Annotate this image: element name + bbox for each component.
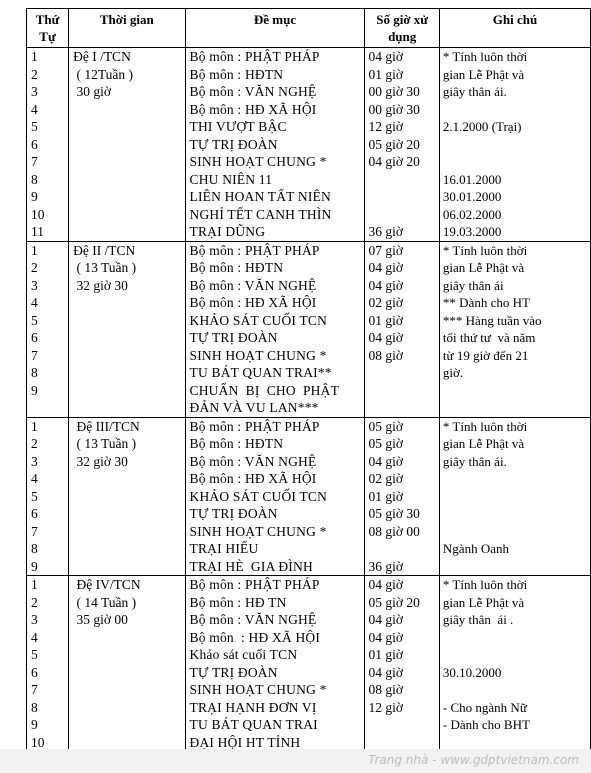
note-line: 06.02.2000	[442, 206, 502, 222]
topic-line: SINH HOẠT CHUNG *	[189, 347, 327, 363]
topic-line: KHẢO SÁT CUỐI TCN	[189, 488, 328, 504]
row-number-line: 2	[31, 594, 38, 610]
row-number-line: 3	[31, 277, 38, 293]
topic-line: Khảo sát cuối TCN	[189, 647, 298, 662]
note-line: * Tính luôn thời	[442, 49, 528, 64]
topic-line: TU BÁT QUAN TRAI**	[189, 365, 332, 380]
row-number-line: 10	[31, 206, 45, 222]
topic-line: TRẠI HÈ GIA ĐÌNH	[189, 558, 313, 574]
term-time-line: ( 14 Tuần )	[73, 594, 137, 610]
term-time-line: 32 giờ 30	[73, 453, 128, 469]
note-line	[440, 399, 590, 417]
hours-cell	[365, 417, 439, 576]
topic-line: TRẠI DŨNG	[189, 224, 266, 239]
row-number-cell	[27, 417, 69, 576]
row-number-line: 5	[31, 312, 38, 328]
row-number-cell	[27, 241, 69, 417]
row-number-line: 1	[31, 242, 38, 258]
row-number-line: 1	[31, 49, 38, 64]
note-line: - Dành cho BHT	[442, 717, 530, 732]
note-line: - Cho ngành Nữ	[442, 699, 527, 715]
hours-line	[365, 399, 438, 417]
term-time-cell	[69, 48, 185, 242]
row-number-line: 7	[31, 347, 38, 363]
hours-line: 08 giờ	[368, 682, 403, 697]
topic-line: LIÊN HOAN TẤT NIÊN	[189, 189, 331, 204]
topic-line: NGHỈ TẾT CANH THÌN	[189, 206, 332, 222]
topic-line: Bộ môn : HĐ XÃ HỘI	[189, 295, 317, 310]
row-number-line: 8	[31, 171, 38, 187]
note-cell	[439, 576, 590, 752]
row-number-line: 9	[31, 382, 38, 398]
header-time: Thời gian	[69, 9, 185, 48]
row-number-line: 7	[31, 523, 38, 539]
hours-line	[365, 716, 438, 734]
term-time-cell	[69, 417, 185, 576]
topic-line: TRẠI HẠNH ĐƠN VỊ	[189, 699, 317, 715]
topic-line: CHUẨN BỊ CHO PHẬT	[189, 382, 340, 398]
hours-line: 00 giờ 30	[368, 101, 420, 117]
note-line: gian Lễ Phật và	[442, 66, 525, 82]
hours-line: 04 giờ	[368, 49, 403, 64]
row-number-line: 5	[31, 119, 38, 134]
term-section	[27, 48, 591, 242]
note-line: gian Lễ Phật và	[442, 594, 525, 610]
hours-line: 02 giờ	[368, 295, 403, 310]
note-line	[440, 382, 590, 400]
topic-line: Bộ môn : PHẬT PHÁP	[189, 577, 320, 592]
row-number-line	[27, 399, 68, 417]
note-line: 2.1.2000 (Trại)	[442, 119, 522, 134]
row-number-line: 6	[31, 136, 38, 152]
note-line: ** Dành cho HT	[442, 295, 530, 310]
term-time-line: Đệ II /TCN	[73, 242, 136, 258]
row-number-line: 4	[31, 295, 38, 310]
hours-line: 04 giờ	[368, 260, 403, 275]
term-time-line: 32 giờ 30	[73, 277, 128, 293]
schedule-table	[26, 8, 591, 752]
row-number-line: 1	[31, 418, 38, 434]
topic-line: KHẢO SÁT CUỐI TCN	[189, 312, 328, 328]
hours-line: 05 giờ	[368, 436, 403, 451]
topic-line: THI VƯỢT BẬC	[189, 119, 287, 134]
row-number-line: 11	[31, 224, 44, 239]
topic-line: TỰ TRỊ ĐOÀN	[189, 330, 278, 345]
note-line: * Tính luôn thời	[442, 418, 528, 434]
topic-line: TRẠI HIẾU	[189, 541, 259, 556]
row-number-line: 2	[31, 436, 38, 451]
note-line	[440, 523, 590, 541]
topic-line: Bộ môn : PHẬT PHÁP	[189, 418, 320, 434]
topic-line: ĐẠI HỘI HT TỈNH	[189, 734, 301, 750]
row-number-line: 7	[31, 154, 38, 169]
hours-line: 01 giờ	[368, 66, 403, 82]
topic-line: SINH HOẠT CHUNG *	[189, 523, 327, 539]
topic-line: TỰ TRỊ ĐOÀN	[189, 136, 278, 152]
topic-line: Bộ môn : HĐ TN	[189, 594, 287, 610]
hours-line: 07 giờ	[368, 242, 403, 258]
topic-line: Bộ môn : VĂN NGHỆ	[189, 612, 317, 627]
term-time-line: 30 giờ	[73, 84, 111, 99]
note-line: gian Lễ Phật và	[442, 436, 525, 451]
note-cell	[439, 48, 590, 242]
note-line: giờ.	[442, 365, 464, 380]
row-number-line: 5	[31, 488, 38, 504]
topic-cell	[185, 48, 365, 242]
note-line: giây thân ái .	[442, 612, 514, 627]
topic-line: ĐẢN VÀ VU LAN***	[189, 400, 319, 415]
term-section	[27, 576, 591, 752]
hours-line: 02 giờ	[368, 471, 403, 486]
term-time-line: 35 giờ 00	[73, 612, 128, 627]
term-time-line: Đệ I /TCN	[73, 49, 131, 64]
row-number-line: 2	[31, 66, 38, 82]
header-hours: Số giờ xử dụng	[365, 9, 439, 48]
footer-credit: Trang nhà - www.gdptvietnam.com	[368, 753, 579, 767]
note-line: 30.01.2000	[442, 189, 502, 204]
hours-line: 00 giờ 30	[368, 84, 420, 99]
row-number-line: 3	[31, 612, 38, 627]
hours-line: 04 giờ	[368, 277, 403, 293]
hours-line: 05 giờ 20	[368, 136, 420, 152]
topic-cell	[185, 576, 365, 752]
row-number-line: 4	[31, 101, 38, 117]
note-line: giây thân ái.	[442, 84, 507, 99]
topic-line: Bộ môn : VĂN NGHỆ	[189, 84, 317, 99]
header-notes: Ghi chú	[439, 9, 590, 48]
note-line	[440, 136, 590, 154]
topic-line: Bộ môn : VĂN NGHỆ	[189, 277, 317, 293]
hours-line: 04 giờ	[368, 664, 403, 680]
note-line	[440, 646, 590, 664]
note-line	[440, 101, 590, 119]
topic-line: Bộ môn : VĂN NGHỆ	[189, 453, 317, 469]
row-number-line: 8	[31, 365, 38, 380]
hours-line: 05 giờ 20	[368, 594, 420, 610]
topic-line: Bộ môn : HĐTN	[189, 66, 284, 82]
note-line	[440, 558, 590, 576]
topic-line: SINH HOẠT CHUNG *	[189, 154, 327, 169]
hours-cell	[365, 576, 439, 752]
topic-cell	[185, 241, 365, 417]
row-number-line: 6	[31, 330, 38, 345]
term-time-cell	[69, 576, 185, 752]
note-line: giây thân ái.	[442, 453, 507, 469]
hours-line: 04 giờ 20	[368, 154, 420, 169]
note-line: tối thứ tư và năm	[442, 330, 536, 345]
hours-cell	[365, 48, 439, 242]
row-number-line: 4	[31, 471, 38, 486]
topic-line: CHU NIÊN 11	[189, 171, 273, 187]
note-line: 16.01.2000	[442, 171, 502, 187]
hours-line: 01 giờ	[368, 647, 403, 662]
header-row	[27, 9, 591, 48]
hours-line: 36 giờ	[368, 558, 403, 574]
note-cell	[439, 417, 590, 576]
note-line	[440, 629, 590, 647]
hours-line: 01 giờ	[368, 488, 403, 504]
hours-line	[365, 206, 438, 224]
hours-line	[365, 364, 438, 382]
note-line: gian Lễ Phật và	[442, 260, 525, 275]
note-line: 19.03.2000	[442, 224, 502, 239]
note-line: giây thân ái	[442, 277, 504, 293]
hours-line: 12 giờ	[368, 119, 403, 134]
topic-line: Bộ môn : HĐ XÃ HỘI	[189, 629, 321, 645]
topic-line: Bộ môn : PHẬT PHÁP	[189, 49, 320, 64]
row-number-cell	[27, 576, 69, 752]
note-line	[440, 153, 590, 171]
header-order: Thứ Tự	[27, 9, 69, 48]
note-line	[440, 505, 590, 523]
row-number-line: 6	[31, 506, 38, 521]
topic-line: Bộ môn : HĐTN	[189, 260, 284, 275]
note-line	[440, 488, 590, 506]
topic-line: TỰ TRỊ ĐOÀN	[189, 664, 278, 680]
term-section	[27, 241, 591, 417]
hours-line	[365, 382, 438, 400]
hours-line: 01 giờ	[368, 312, 403, 328]
hours-line: 08 giờ	[368, 347, 403, 363]
row-number-line: 1	[31, 577, 38, 592]
note-line: 30.10.2000	[442, 664, 502, 680]
topic-line: TU BÁT QUAN TRAI	[189, 717, 318, 732]
term-time-line: Đệ IV/TCN	[73, 577, 141, 592]
hours-line: 04 giờ	[368, 453, 403, 469]
hours-line: 08 giờ 00	[368, 523, 420, 539]
term-time-line: ( 13 Tuần )	[73, 436, 137, 451]
row-number-line: 3	[31, 453, 38, 469]
hours-line	[365, 188, 438, 206]
term-time-line: Đệ III/TCN	[73, 418, 140, 434]
note-line: từ 19 giờ đến 21	[442, 347, 529, 363]
row-number-line: 6	[31, 664, 38, 680]
hours-line: 04 giờ	[368, 577, 403, 592]
topic-line: SINH HOẠT CHUNG *	[189, 682, 327, 697]
topic-cell	[185, 417, 365, 576]
note-line	[440, 681, 590, 699]
row-number-line: 10	[31, 734, 45, 750]
row-number-line: 8	[31, 541, 38, 556]
hours-line: 04 giờ	[368, 629, 403, 645]
row-number-line: 4	[31, 629, 38, 645]
row-number-line: 5	[31, 647, 38, 662]
topic-line: Bộ môn : PHẬT PHÁP	[189, 242, 320, 258]
header-topic: Đề mục	[185, 9, 365, 48]
note-line: *** Hàng tuần vào	[442, 312, 542, 328]
row-number-line: 9	[31, 717, 38, 732]
row-number-line: 9	[31, 189, 38, 204]
term-time-cell	[69, 241, 185, 417]
note-cell	[439, 241, 590, 417]
topic-line: Bộ môn : HĐTN	[189, 436, 284, 451]
row-number-line: 2	[31, 260, 38, 275]
hours-cell	[365, 241, 439, 417]
row-number-line: 9	[31, 558, 38, 574]
site-footer	[0, 749, 591, 773]
note-line: * Tính luôn thời	[442, 577, 528, 592]
hours-line: 04 giờ	[368, 612, 403, 627]
note-line: * Tính luôn thời	[442, 242, 528, 258]
hours-line: 04 giờ	[368, 330, 403, 345]
term-time-line: ( 12Tuần )	[73, 66, 133, 82]
note-line	[440, 470, 590, 488]
hours-line: 05 giờ	[368, 418, 403, 434]
topic-line: Bộ môn : HĐ XÃ HỘI	[189, 101, 317, 117]
topic-line: TỰ TRỊ ĐOÀN	[189, 506, 278, 521]
row-number-line: 8	[31, 699, 38, 715]
term-time-line: ( 13 Tuần )	[73, 260, 137, 275]
hours-line	[365, 540, 438, 558]
hours-line: 12 giờ	[368, 699, 403, 715]
row-number-line: 3	[31, 84, 38, 99]
topic-line: Bộ môn : HĐ XÃ HỘI	[189, 471, 317, 486]
hours-line: 36 giờ	[368, 224, 403, 239]
note-line: Ngành Oanh	[442, 541, 509, 556]
term-section	[27, 417, 591, 576]
hours-line: 05 giờ 30	[368, 506, 420, 521]
row-number-line: 7	[31, 682, 38, 697]
row-number-cell	[27, 48, 69, 242]
hours-line	[365, 171, 438, 189]
